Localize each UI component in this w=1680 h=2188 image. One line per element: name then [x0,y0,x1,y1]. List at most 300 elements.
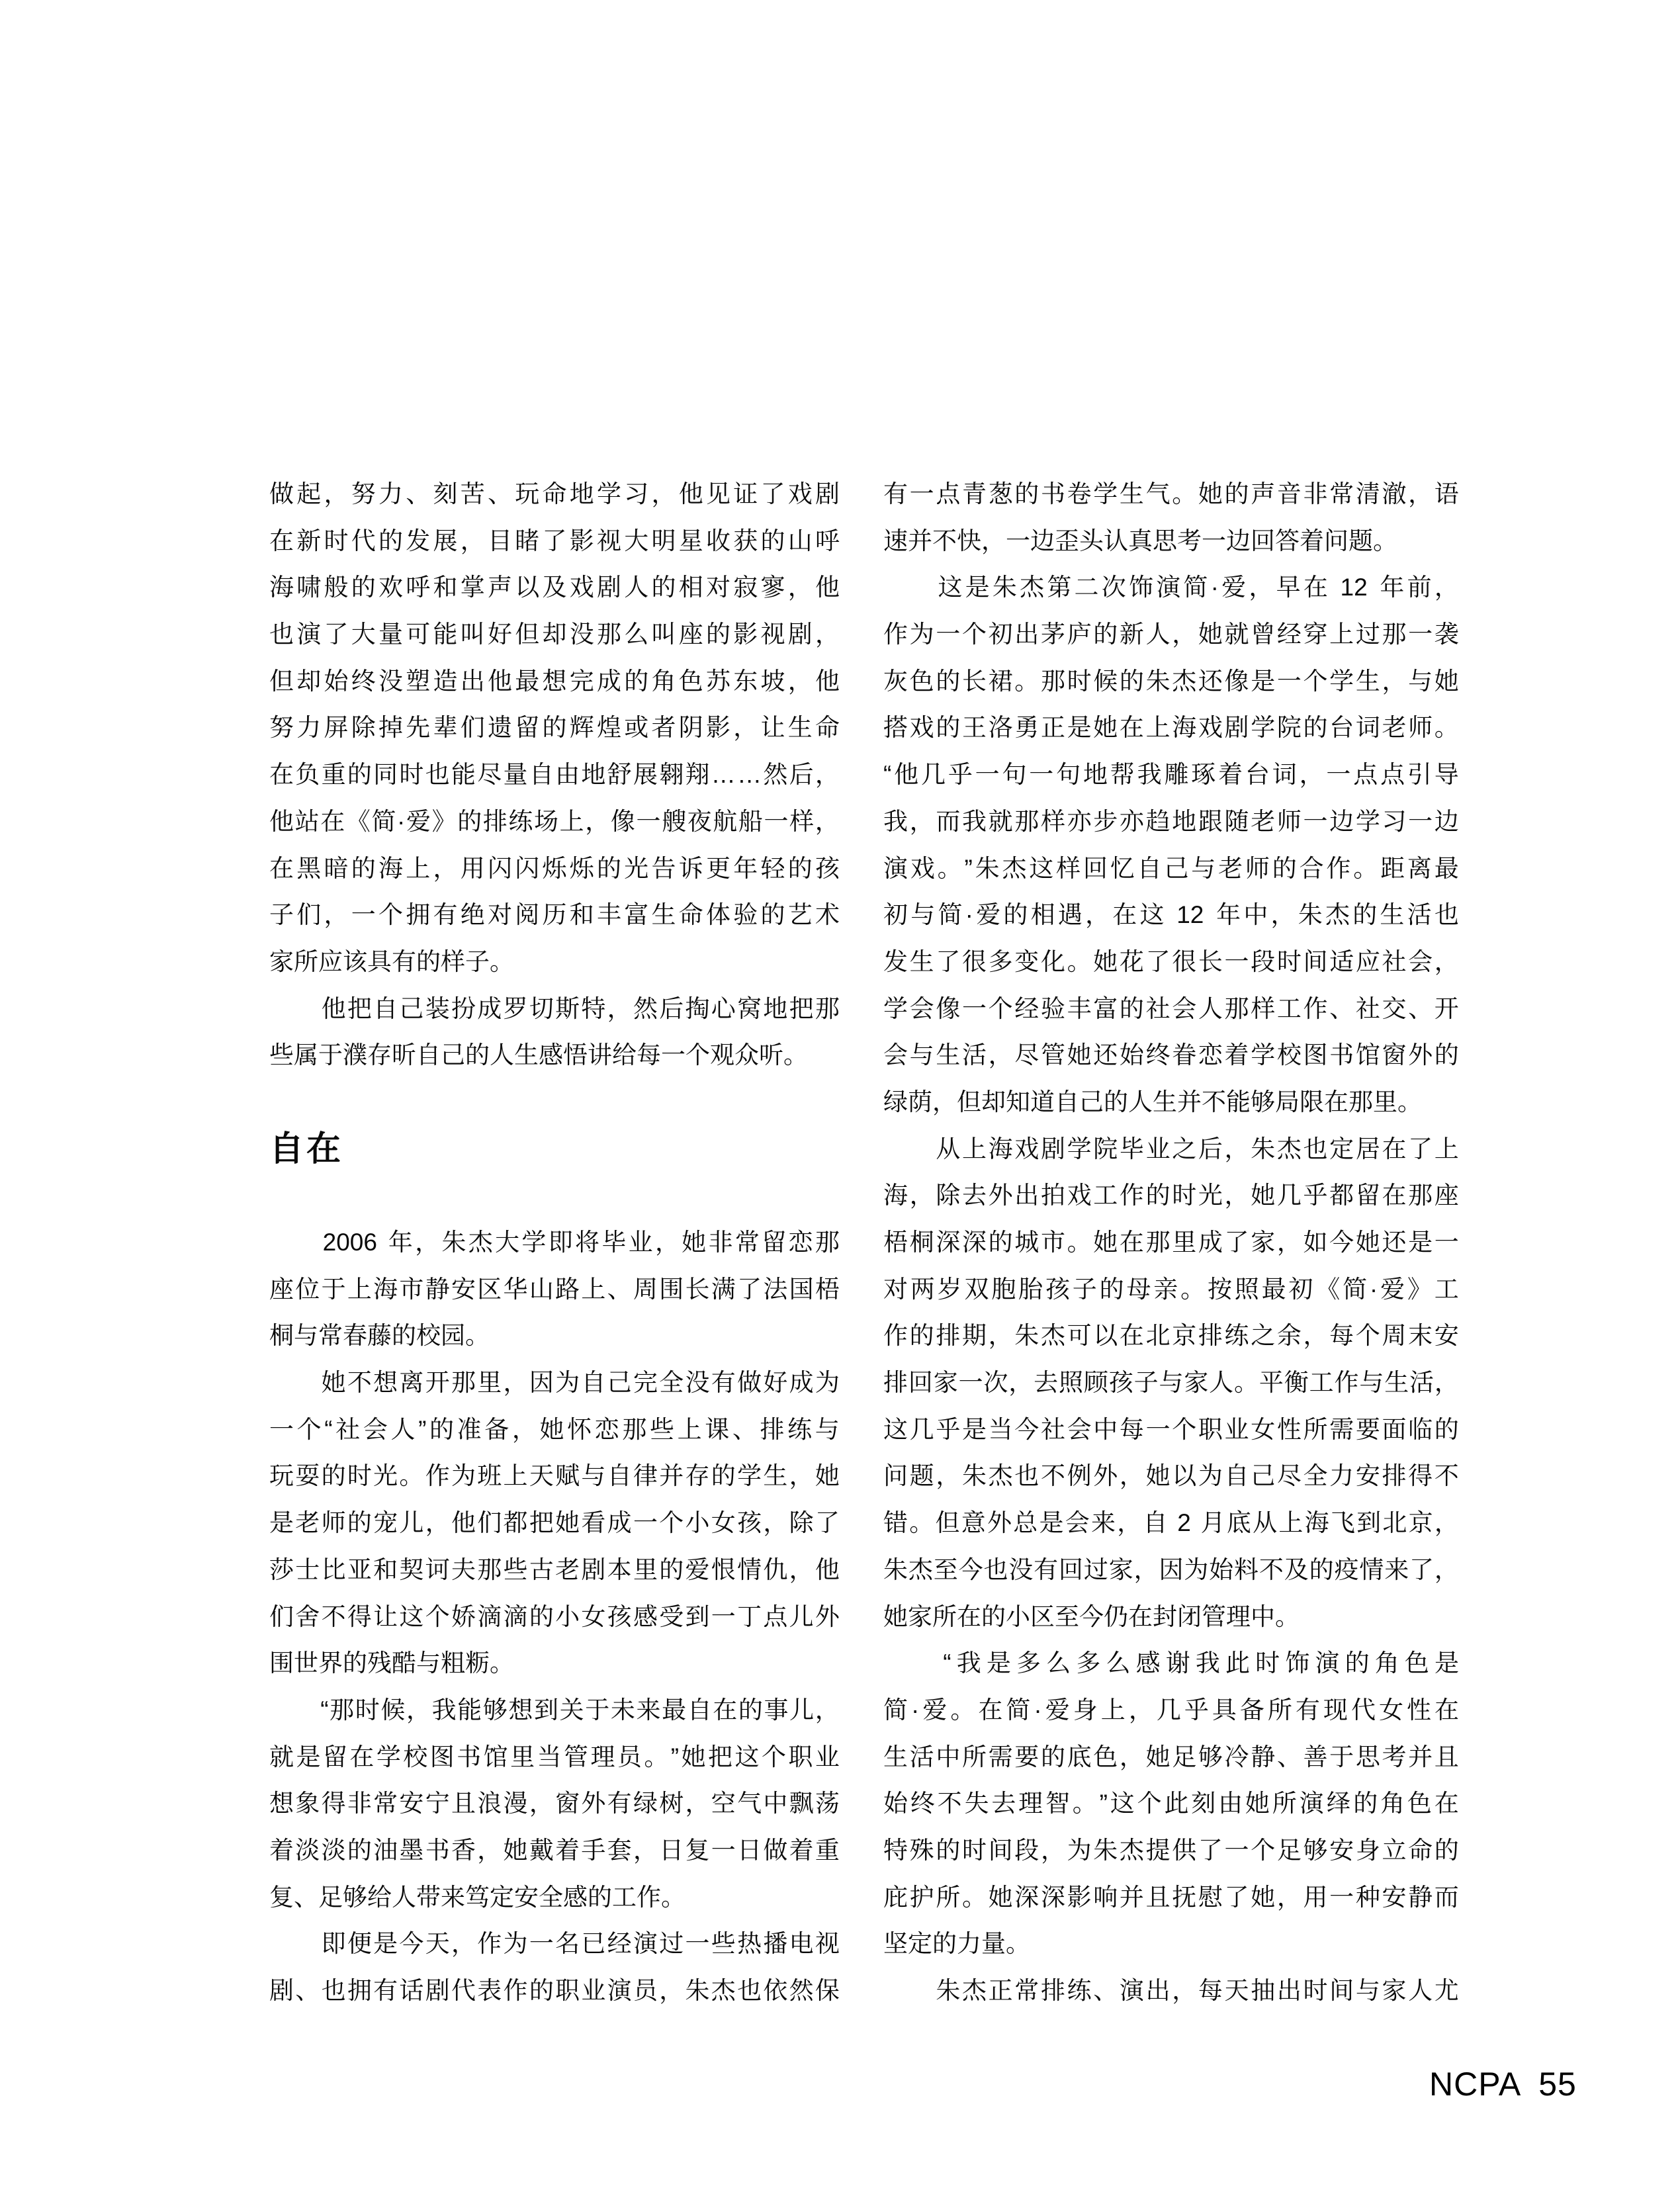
char-token: 职 [555,1977,580,2004]
char-token: 代 [1350,1696,1376,1724]
char-token: ， [1172,621,1197,648]
char-token: 手 [581,1836,606,1864]
char-token: 情 [737,1555,762,1583]
text-line [883,1968,1459,2015]
text-line [269,1734,840,1781]
char-token: 子 [269,901,294,929]
char-token [1167,892,1174,939]
char-token: 老 [1251,807,1276,835]
char-token: ， [815,761,840,789]
char-token: 成 [477,994,502,1022]
char-token: 长 [961,667,987,695]
char-token: 戏 [909,714,934,742]
char-token: 丰 [597,901,621,929]
char-token: 代 [351,527,376,554]
char-token: 在 [713,1696,738,1724]
char-token: 经 [607,1930,632,1958]
char-token: 儿 [789,1602,814,1630]
char-token: 不 [1434,1462,1459,1490]
char-token: 剧 [425,1977,450,2004]
article-column-left [269,471,840,2015]
text-line [883,986,1459,1033]
char-token: 的 [1099,1275,1124,1303]
text-line [269,1500,840,1547]
char-token: 毕 [1119,1135,1144,1162]
char-token: 杰 [1172,667,1197,695]
char-token: 忆 [1110,854,1135,882]
char-token: 一 [1329,1883,1354,1911]
char-token: 到 [685,1602,710,1630]
char-token: 刻 [1191,1790,1216,1817]
char-token: 把 [529,1509,554,1537]
char-token: 安 [399,1790,424,1817]
char-token: 证 [733,480,758,507]
char-token: 活 [909,1743,934,1771]
char-token: 站 [294,807,320,835]
char-token: 自 [373,994,398,1022]
char-token: 感 [633,1602,658,1630]
char-token: ， [909,807,934,835]
char-token: 变 [1014,947,1039,975]
char-token: 工 [1093,1182,1118,1209]
text-line [883,752,1459,799]
char-token: 这 [399,1602,424,1630]
char-token: 学 [1093,480,1118,507]
char-token: 话 [399,1977,424,2004]
char-token: 深 [961,1229,987,1256]
char-token: 句 [1056,761,1081,789]
text-line: 速并不快，一边歪头认真思考一边回答着问题。 [883,527,1397,554]
char-token: 个 [1303,667,1328,695]
char-token: 合 [1299,854,1324,882]
char-token: 书 [1329,1041,1354,1069]
char-token: 第 [1047,574,1072,601]
char-token: 社 [1040,1415,1065,1443]
char-token: 日 [737,1836,762,1864]
char-token: 年 [1216,901,1241,929]
char-token: 着 [1224,1041,1249,1069]
char-token: 去 [1034,1369,1059,1397]
char-token: 交 [1382,994,1407,1022]
char-token [269,986,294,1033]
char-token: 性 [1406,1696,1431,1724]
char-token: 欢 [378,574,403,601]
text-line: 家所应该具有的样子。 [269,947,514,975]
char-token: 里 [477,1369,502,1397]
char-token: 图 [429,1743,455,1771]
char-token: 这 [938,574,963,601]
char-token: 然 [763,761,788,789]
char-token: 把 [347,994,372,1022]
char-token: 开 [425,1369,450,1397]
text-line [883,1734,1459,1781]
char-token: 还 [1198,667,1223,695]
char-token [295,1360,320,1407]
char-token: 掉 [378,714,403,742]
char-token: 一 [529,1930,554,1958]
char-token: 。 [950,1696,975,1724]
char-token [910,564,935,611]
char-token: 年 [1380,574,1405,601]
char-token: 理 [1018,1790,1043,1817]
char-token: 点 [1380,761,1405,789]
char-token: ， [406,1696,431,1724]
char-token: 师 [1276,807,1302,835]
char-token: 顾 [1083,1369,1108,1397]
char-token: 儿 [789,1696,815,1724]
char-token: 想 [373,1369,398,1397]
char-token: 的 [1345,1649,1370,1677]
char-token: 诉 [678,854,703,882]
char-token: 热 [737,1930,762,1958]
char-token: 同 [373,761,398,789]
char-token: 的 [738,1696,763,1724]
char-token: ， [1408,480,1433,507]
char-token: 点 [936,480,961,507]
char-token: 上 [559,807,584,835]
char-token: 为 [503,1930,528,1958]
char-token: 场 [534,807,559,835]
char-token: 她 [815,1462,840,1490]
char-token: 多 [1016,1649,1041,1677]
char-token: 宠 [373,1509,398,1537]
text-line [883,1172,1459,1219]
char-token: 量 [503,761,528,789]
char-token: 就 [269,1743,294,1771]
char-token: 朱 [883,1555,908,1583]
char-token: 玩 [515,480,540,507]
char-token: 在 [1112,901,1137,929]
char-token: 够 [482,1696,508,1724]
char-token: 随 [1224,807,1249,835]
char-token: 剧 [815,480,840,507]
char-token: 丁 [737,1602,762,1630]
char-token: 年 [388,1229,413,1256]
char-token: 几 [920,761,946,789]
char-token: ， [787,667,813,695]
char-token: ， [815,807,840,835]
char-token: 般 [324,574,349,601]
char-token: 学 [1251,1041,1276,1069]
char-token: 却 [542,621,567,648]
char-token: 坡 [760,667,785,695]
char-token: 简 [1343,1275,1368,1303]
char-token: 市 [399,1275,424,1303]
char-token: 了 [1409,1555,1435,1583]
char-token: 光 [373,1462,398,1490]
char-token: 杰 [908,1555,933,1583]
char-token: 身 [1355,1836,1380,1864]
char-token: 饰 [1285,1649,1310,1677]
char-token: 她 [1093,947,1118,975]
char-token: 爱 [1045,1696,1070,1724]
char-token [1331,564,1337,611]
char-token: 地 [1083,761,1108,789]
char-token: 掏 [685,994,710,1022]
char-token: 验 [733,901,758,929]
char-token: 院 [1093,1135,1118,1162]
text-line [269,1687,840,1734]
char-token: 常 [1329,480,1354,507]
char-token: 扮 [451,994,476,1022]
char-token: 师 [321,1509,346,1537]
char-token: 非 [708,1229,733,1256]
char-token: 一 [909,480,934,507]
char-token: ， [1382,667,1407,695]
char-token: 词 [1355,714,1380,742]
char-token: 并 [1408,1743,1433,1771]
char-token: 了 [815,1509,840,1537]
char-token: 亦 [1067,807,1092,835]
char-token: 疫 [1334,1555,1359,1583]
char-token: 声 [1251,480,1276,507]
char-token: 一 [636,807,661,835]
char-token [1169,1500,1176,1547]
char-token: 宁 [425,1790,450,1817]
char-token: 今 [399,1930,424,1958]
char-token: 社 [1382,947,1407,975]
text-line [883,705,1459,752]
char-token: 剧 [787,621,813,648]
char-token: 她 [1251,1182,1276,1209]
char-token: 杰 [1040,1322,1065,1350]
char-token: 比 [321,1555,346,1583]
char-token: 语 [1434,480,1459,507]
text-line [269,564,840,611]
char-token: 海 [1304,1509,1329,1537]
char-token: ， [1128,1696,1153,1724]
char-token: 为 [451,1462,476,1490]
char-token: 阅 [515,901,540,929]
char-token: 那 [330,1696,355,1724]
char-token: · [1210,574,1219,601]
char-token: 、 [732,1415,757,1443]
char-token: 像 [1224,667,1249,695]
section-heading: 自在 [269,1129,344,1168]
char-token: 朱 [1298,901,1323,929]
char-token: 己 [607,1369,632,1397]
char-token: 就 [1224,621,1249,648]
char-token: 出 [1145,1977,1171,2004]
char-token: ， [1085,901,1110,929]
char-token: 作 [1303,994,1328,1022]
text-line [269,1266,840,1313]
char-token: 亲 [1153,1275,1178,1303]
char-token: 演 [1299,1790,1324,1817]
char-token: 为 [1198,1462,1223,1490]
char-token: 滴 [503,1602,528,1630]
char-token: 常 [1014,1977,1039,2004]
char-token: 家 [1251,1229,1276,1256]
char-token: 的 [542,714,567,742]
char-token: 她 [321,1369,346,1397]
text-line [269,1219,840,1266]
char-token: 一 [269,1415,294,1443]
char-token: 面 [1382,1415,1407,1443]
char-token: 业 [628,1229,653,1256]
char-token: 间 [1303,947,1328,975]
char-token: 业 [815,1743,840,1771]
char-token: 也 [737,1977,762,2004]
char-token: 后 [1198,1135,1223,1162]
char-token: 桐 [909,1229,934,1256]
char-token: 们 [296,901,322,929]
char-token: 他 [815,574,840,601]
char-token: 与 [910,901,936,929]
char-token: 不 [937,1790,962,1817]
char-token: 然 [789,1977,814,2004]
char-token: 杰 [1276,1135,1302,1162]
char-token: 去 [961,1182,987,1209]
char-token [296,1219,320,1266]
char-token: 在 [269,761,294,789]
char-token: 排 [1040,1977,1065,2004]
char-token: 象 [295,1790,320,1817]
char-token: 、 [295,1977,320,2004]
char-token: 黑 [296,854,322,882]
char-token: 失 [964,1790,989,1817]
char-token: 在 [978,1696,1003,1724]
char-token: · [397,807,406,835]
char-token: 油 [373,1836,398,1864]
char-token: 大 [624,527,649,554]
char-token: ， [607,994,632,1022]
char-token: 更 [706,854,730,882]
char-token: ” [964,854,973,882]
char-token: ， [733,714,758,742]
char-token: 老 [1218,854,1243,882]
text-line [883,1032,1459,1079]
char-token: 于 [585,1696,610,1724]
char-token: 工 [1276,994,1302,1022]
char-token: 丰 [1067,994,1092,1022]
char-token: 次 [1101,574,1126,601]
char-token: 乎 [948,761,973,789]
char-token: 朱 [441,1229,466,1256]
char-token: 完 [633,1369,658,1397]
char-token: 、 [1093,1977,1118,2004]
char-token: 戏 [1198,714,1223,742]
char-token: 经 [1276,621,1302,648]
text-line [269,705,840,752]
char-token: 会 [1172,994,1197,1022]
char-token: 于 [321,1275,346,1303]
char-token: 上 [1329,621,1354,648]
char-token: 师 [1245,854,1270,882]
char-token: 杰 [711,1977,736,2004]
char-token: 自 [581,1369,606,1397]
char-token: 海 [988,1135,1013,1162]
char-token: 展 [633,761,658,789]
char-token: 慰 [1198,1883,1223,1911]
char-token: 在 [1119,1322,1144,1350]
char-token: ， [1299,761,1324,789]
char-token: 一 [351,901,376,929]
char-token: 终 [351,667,376,695]
char-token: 的 [347,761,372,789]
char-token: 长 [1198,947,1223,975]
char-token: 命 [542,480,567,507]
char-token: 花 [1119,947,1144,975]
char-token: 呼 [815,527,840,554]
char-token: 时 [1303,1977,1328,2004]
char-token: 深 [1040,1883,1065,1911]
char-token: 子 [1133,1369,1159,1397]
char-token: 当 [988,1415,1013,1443]
char-token: 展 [433,527,458,554]
char-token [295,1921,320,1968]
char-token: 自 [607,1462,632,1490]
char-token: 了 [760,480,785,507]
char-token: 了 [1198,1836,1223,1864]
char-token: 。 [1434,714,1459,742]
char-token: 适 [1329,947,1354,975]
char-token: 排 [482,807,508,835]
char-token: 总 [1013,1509,1038,1537]
char-token: 个 [1137,1790,1162,1817]
char-token: 发 [883,947,908,975]
char-token: 备 [484,1415,509,1443]
char-token: 辈 [433,714,458,742]
char-token: 气 [737,1790,762,1817]
char-token: 自 [529,761,554,789]
char-token: 样 [1040,807,1065,835]
char-token: 留 [515,714,540,742]
char-token: 步 [1093,807,1118,835]
char-token: 她 [1093,1229,1118,1256]
char-token: 窗 [555,1790,580,1817]
char-token: 。 [909,1509,934,1537]
char-token: 校 [1276,1041,1302,1069]
char-token: 化 [1040,947,1065,975]
char-token: 那 [451,1369,476,1397]
char-token: 成 [789,1369,814,1397]
char-token: 前 [1407,574,1432,601]
char-token: 装 [425,994,450,1022]
char-token: 上 [347,1275,372,1303]
char-token: 那 [622,1415,647,1443]
char-token: 社 [1145,994,1171,1022]
char-token: 这 [1029,854,1054,882]
char-token: 朱 [685,1977,710,2004]
char-token: 初 [988,621,1013,648]
char-token: 应 [1355,947,1380,975]
char-token: 力 [296,714,322,742]
char-token: 一 [1303,807,1328,835]
char-token: 或 [624,714,649,742]
char-token: ， [324,480,349,507]
char-token: ， [909,1182,934,1209]
char-token: 工 [1309,1369,1334,1397]
char-token: 明 [651,527,676,554]
char-token: 这 [1139,901,1165,929]
char-token: 也 [1014,1462,1039,1490]
char-token: 是 [961,1415,987,1443]
text-line: 围世界的残酷与粗粝。 [269,1649,514,1677]
char-token: 每 [1198,1977,1223,2004]
char-token: 关 [559,1696,584,1724]
char-token: 满 [711,1275,736,1303]
char-token: 即 [321,1930,346,1958]
char-token: 图 [1303,1041,1328,1069]
char-token: 也 [1434,901,1459,929]
char-token: 之 [1172,1135,1197,1162]
char-token: 候 [1093,667,1118,695]
char-token: 一 [711,1602,736,1630]
char-token: 浪 [477,1790,502,1817]
char-token: 经 [1014,994,1039,1022]
char-token: 的 [1224,480,1249,507]
